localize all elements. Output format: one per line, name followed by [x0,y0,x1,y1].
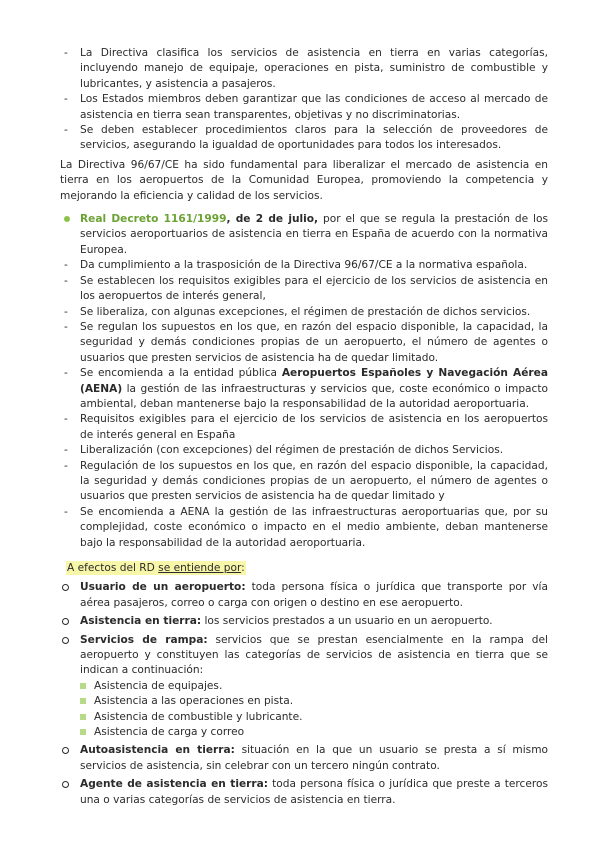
rd-description: por el que se regula la prestación de los servicios aeroportuarios de asistencia en tierra en España de acuerdo con la normativa Europea. [80,213,548,256]
square-bullet-icon [80,729,86,735]
list-item: - Se encomienda a AENA la gestión de las infraestructuras aeroportuarias que, por su complejidad, coste económico o impacto en el medio ambiente, deban mantenerse bajo la responsabilidad de la autoridad aeroportuaria. [60,505,548,551]
square-bullet-icon [80,683,86,689]
list-item: - Se deben establecer procedimientos claros para la selección de proveedores de servicios, asegurando la igualdad de oportunidades para todos los interesados. [60,123,548,154]
page-content [60,46,548,808]
circle-bullet-icon [62,747,69,754]
definition-autoasistencia [60,743,548,774]
definition-usuario [60,580,548,611]
definition-term: Servicios de rampa: [80,633,208,646]
list-item: - Se establecen los requisitos exigibles para el ejercicio de los servicios de asistencia en los aeropuertos de interés general, [60,274,548,305]
list-item: - Regulación de los supuestos en los que, en razón del espacio disponible, la capacidad, la seguridad y demás condiciones propias de un aeropuerto, el número de agentes o usuarios que presten servicios de asistencia ha de quedar limitado y [60,459,548,505]
definition-text: los servicios prestados a un usuario en un aeropuerto. [201,615,493,628]
aena-pre: Se encomienda a la entidad pública [80,367,282,380]
circle-bullet-icon [62,781,69,788]
rampa-item [60,694,548,709]
definition-text: toda persona física o jurídica que preste a terceros una o varias categorías de servicios de asistencia en tierra. [80,778,548,806]
rampa-item [60,710,548,725]
definition-agente [60,777,548,808]
definition-term: Agente de asistencia en tierra: [80,778,269,791]
aena-post: la gestión de las infraestructuras y servicios que, coste económico o impacto ambiental, deban mantenerse bajo la responsabilidad de la autoridad aeroportuaria. [80,382,548,410]
list-item: - Liberalización (con excepciones) del régimen de prestación de dichos Servicios. [60,443,548,458]
efectos-pre: A efectos del RD [67,562,159,574]
list-item: - Da cumplimiento a la trasposición de la Directiva 96/67/CE a la normativa española. [60,258,548,273]
square-bullet-icon [80,698,86,704]
definition-text: servicios que se prestan esencialmente en la rampa del aeropuerto y constituyen las categorías de servicios de asistencia en tierra que se indican a continuación: [80,633,548,677]
circle-bullet-icon [62,584,69,591]
definition-term: Asistencia en tierra: [80,615,202,628]
list-item: - Se regulan los supuestos en los que, en razón del espacio disponible, la capacidad, la seguridad y demás condiciones propias de un aeropuerto, el número de agentes o usuarios que presten servicios de asistencia ha de quedar limitado. [60,320,548,366]
efectos-highlight [66,561,246,575]
rampa-item-label: Asistencia de carga y correo [94,726,245,739]
directive-paragraph: La Directiva 96/67/CE ha sido fundamental para liberalizar el mercado de asistencia en tierra en los aeropuertos de la Comunidad Europea, promoviendo la competencia y mejorando la eficiencia y calidad de los servicios. [60,158,548,202]
definition-text: situación en la que un usuario se presta a sí mismo servicios de asistencia, sin celebrar con un tercero ningún contrato. [80,744,548,772]
square-bullet-icon [80,714,86,720]
rampa-item-label: Asistencia a las operaciones en pista. [94,695,294,708]
rd-title: Real Decreto 1161/1999 [80,213,227,226]
definition-asistencia [60,614,548,629]
bullet-dot-icon [64,216,70,222]
list-item-aena [60,366,548,412]
rampa-item [60,725,548,740]
rd-date: , de 2 de julio, [226,213,319,226]
aena-name: Aeropuertos Españoles y Navegación Aérea (AENA) [80,367,548,395]
definition-term: Autoasistencia en tierra: [80,744,235,757]
rd-bullet [60,212,548,258]
list-item: - Los Estados miembros deben garantizar que las condiciones de acceso al mercado de asistencia en tierra sean transparentes, objetivas y no discriminatorias. [60,92,548,123]
list-item: - Requisitos exigibles para el ejercicio de los servicios de asistencia en los aeropuertos de interés general en España [60,412,548,443]
list-item: - Se liberaliza, con algunas excepciones, el régimen de prestación de dichos servicios. [60,305,548,320]
definition-text: toda persona física o jurídica que transporte por vía aérea pasajeros, correo o carga con origen o destino en ese aeropuerto. [80,581,548,609]
efectos-underlined: se entiende por [158,562,242,574]
rampa-item [60,679,548,694]
circle-bullet-icon [62,637,69,644]
efectos-line [66,561,548,576]
definition-term: Usuario de un aeropuerto: [80,581,246,594]
definition-rampa [60,633,548,679]
rampa-item-label: Asistencia de equipajes. [94,679,223,692]
circle-bullet-icon [62,618,69,625]
list-item: - La Directiva clasifica los servicios de asistencia en tierra en varias categorías, incluyendo manejo de equipaje, operaciones en pista, suministro de combustible y lubricantes, y asistencia a pasajeros. [60,46,548,92]
efectos-post: : [241,562,245,574]
rampa-item-label: Asistencia de combustible y lubricante. [94,710,303,723]
